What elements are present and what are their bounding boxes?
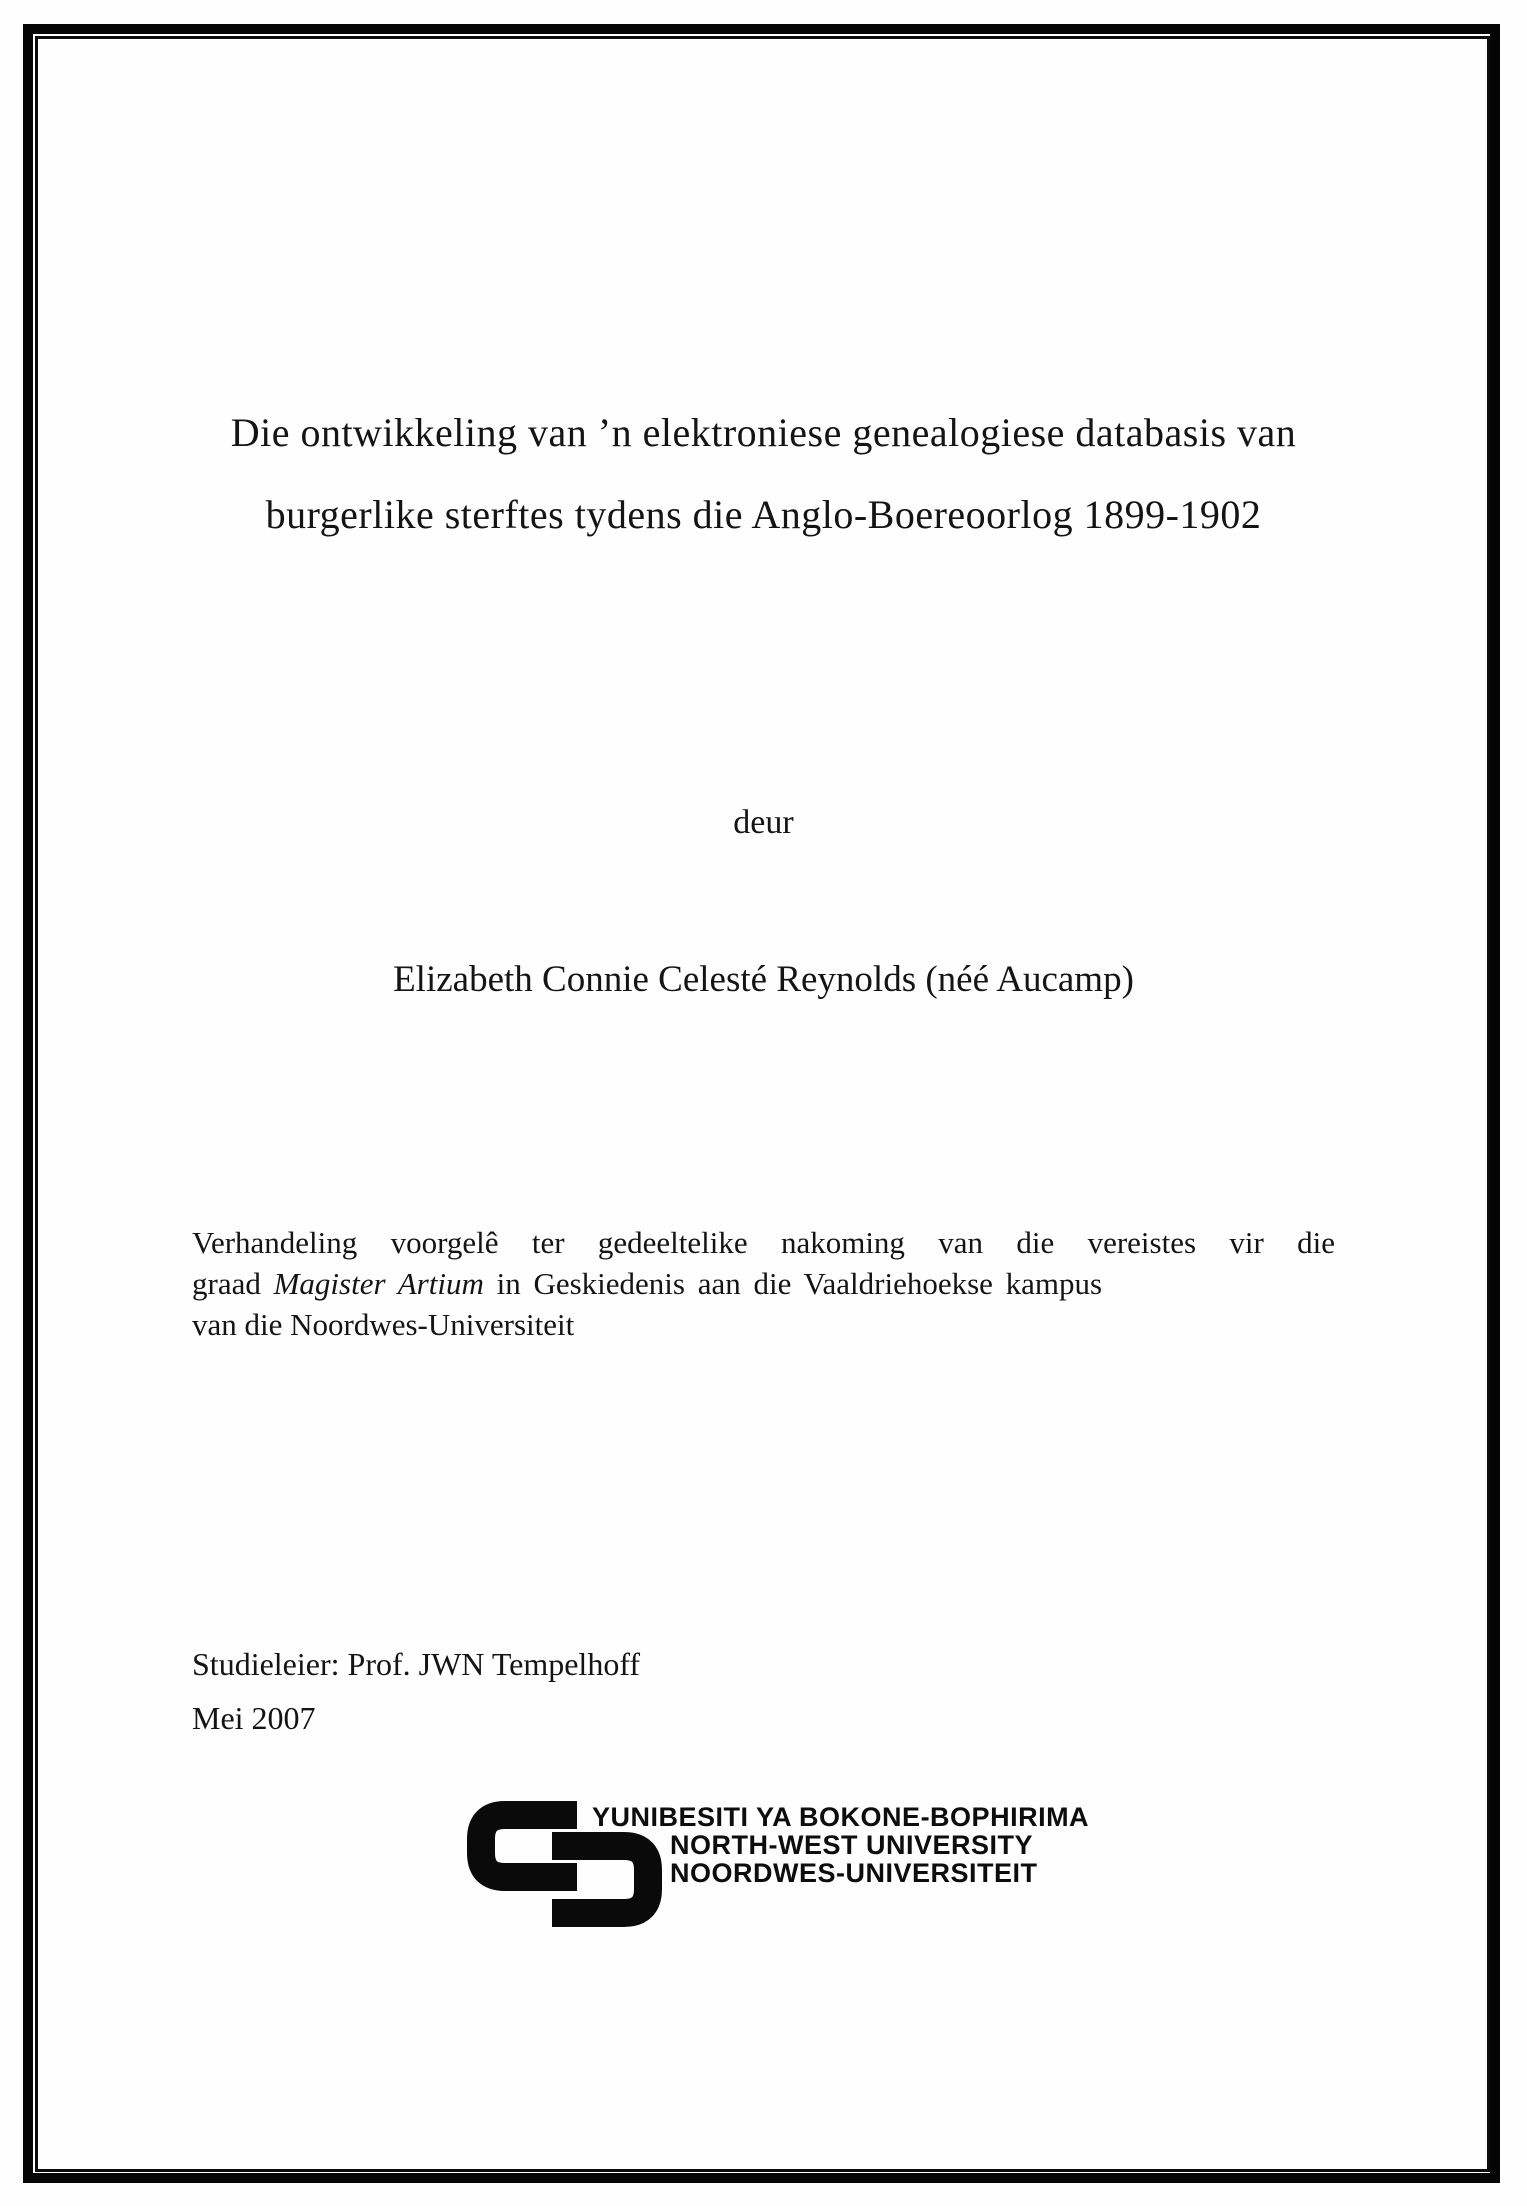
date-line: Mei 2007 <box>192 1700 316 1736</box>
degree-statement-line1: Verhandeling voorgelê ter gedeeltelike nakoming van die vereistes vir die <box>192 1225 1335 1260</box>
thesis-title-line1: Die ontwikkeling van ’n elektroniese genealogiese databasis van <box>230 410 1297 455</box>
degree-statement-line2 <box>192 1263 1335 1304</box>
logo-text-english: NORTH-WEST UNIVERSITY <box>670 1830 1034 1860</box>
logo-text-afrikaans: NOORDWES-UNIVERSITEIT <box>670 1858 1038 1888</box>
supervisor-line: Studieleier: Prof. JWN Tempelhoff <box>192 1646 641 1682</box>
degree-statement <box>192 1222 1335 1345</box>
logo-text-setswana: YUNIBESITI YA BOKONE-BOPHIRIMA <box>592 1802 1090 1832</box>
university-logo-text <box>592 1803 1089 1887</box>
degree-statement-line2-suffix: in Geskiedenis aan die Vaaldriehoekse kampus <box>483 1266 1103 1301</box>
university-logo <box>467 1799 1167 1959</box>
degree-statement-line2-prefix: graad <box>192 1266 274 1301</box>
thesis-title-line2: burgerlike sterftes tydens die Anglo-Boereoorlog 1899-1902 <box>265 492 1262 537</box>
thesis-title <box>192 392 1335 556</box>
degree-title-italic: Magister Artium <box>273 1266 484 1301</box>
byline-deur: deur <box>733 804 794 841</box>
author-name: Elizabeth Connie Celesté Reynolds (néé Aucamp) <box>393 959 1134 1000</box>
degree-statement-line3: van die Noordwes-Universiteit <box>192 1307 575 1342</box>
